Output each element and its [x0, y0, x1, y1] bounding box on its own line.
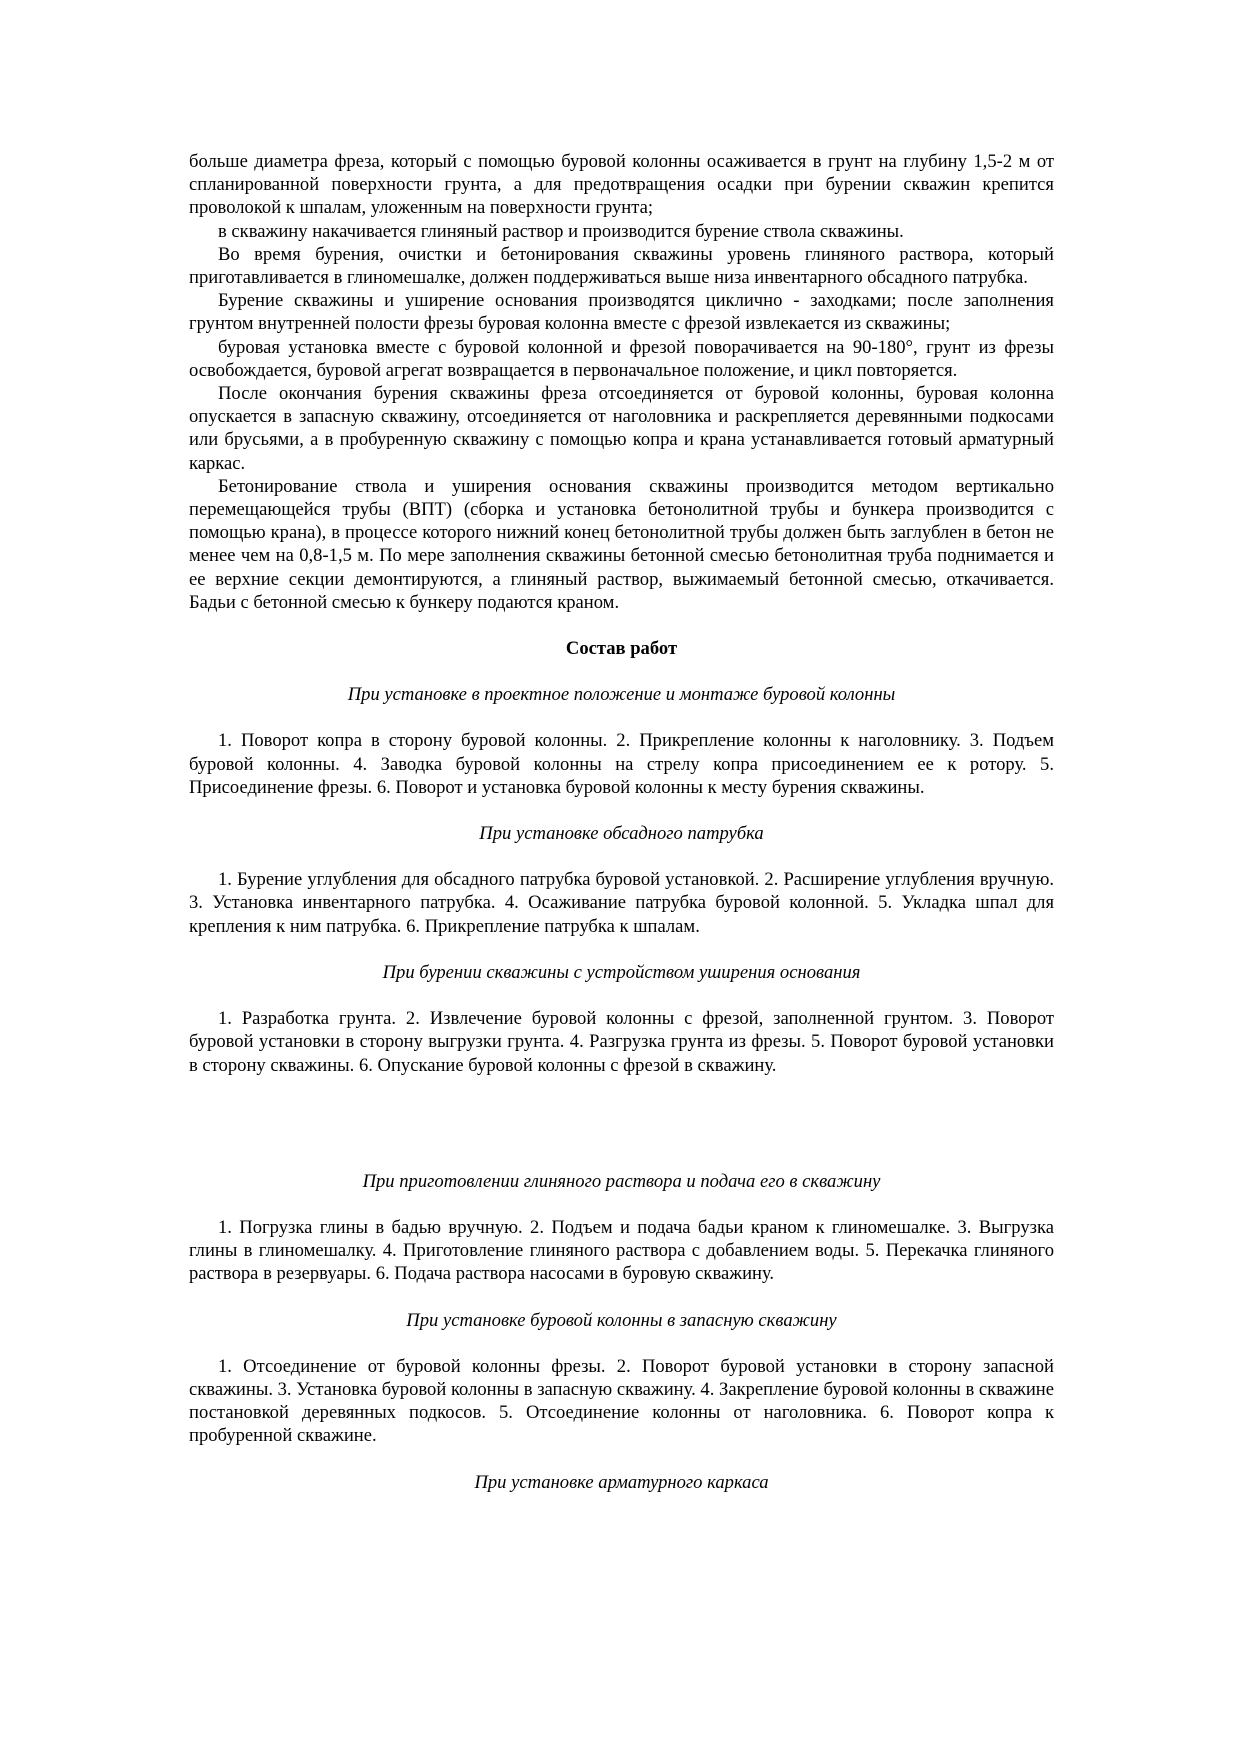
section-title: Состав работ [565, 638, 678, 660]
subsection-heading: При установке обсадного патрубка [479, 823, 764, 845]
subsection-heading: При приготовлении глиняного раствора и подача его в скважину [362, 1170, 881, 1192]
body-paragraph: в скважину накачивается глиняный раствор и производится бурение ствола скважины. [218, 220, 904, 242]
subsection-text: 1. Бурение углубления для обсадного патрубка буровой установкой. 2. Расширение углубления вручную. 3. Установка инвентарного патрубка. 4. Осаживание патрубка буровой колонной. 5. Укладка шпал для крепления к ним патрубка. 6. Прикрепление патрубка к шпалам. [189, 869, 1054, 937]
document-page [189, 150, 1054, 1517]
subsection-heading: При установке в проектное положение и монтаже буровой колонны [347, 684, 896, 706]
body-paragraph: Во время бурения, очистки и бетонирования скважины уровень глиняного раствора, который приготавливается в глиномешалке, должен поддерживаться выше низа инвентарного обсадного патрубка. [189, 243, 1054, 289]
body-paragraph: После окончания бурения скважины фреза отсоединяется от буровой колонны, буровая колонна опускается в запасную скважину, отсоединяется от наголовника и раскрепляется деревянными подкосами или брусьями, а в пробуренную скважину с помощью копра и крана устанавливается готовый арматурный каркас. [189, 383, 1054, 474]
subsection-heading: При установке буровой колонны в запасную скважину [406, 1309, 837, 1331]
body-paragraph: Бурение скважины и уширение основания производятся циклично - заходками; после заполнения грунтом внутренней полости фрезы буровая колонна вместе с фрезой извлекается из скважины; [189, 290, 1054, 335]
subsection-heading: При бурении скважины с устройством уширения основания [382, 961, 861, 983]
subsection-text: 1. Погрузка глины в бадью вручную. 2. Подъем и подача бадьи краном к глиномешалке. 3. Выгрузка глины в глиномешалку. 4. Приготовление глиняного раствора с добавлением воды. 5. Перекачка глиняного раствора в резервуары. 6. Подача раствора насосами в буровую скважину. [189, 1216, 1054, 1285]
subsection-text: 1. Отсоединение от буровой колонны фрезы. 2. Поворот буровой установки в сторону запасной скважины. 3. Установка буровой колонны в запасную скважину. 4. Закрепление буровой колонны в скважине постановкой деревянных подкосов. 5. Отсоединение колонны от наголовника. 6. Поворот копра к пробуренной скважине. [189, 1355, 1054, 1447]
subsection-text: 1. Разработка грунта. 2. Извлечение буровой колонны с фрезой, заполненной грунтом. 3. Поворот буровой установки в сторону выгрузки грунта. 4. Разгрузка грунта из фрезы. 5. Поворот буровой установки в сторону скважины. 6. Опускание буровой колонны с фрезой в скважину. [189, 1008, 1054, 1076]
body-paragraph: буровая установка вместе с буровой колонной и фрезой поворачивается на 90-180°, грунт из фрезы освобождается, буровой агрегат возвращается в первоначальное положение, и цикл повторяется. [189, 336, 1054, 381]
body-paragraph: Бетонирование ствола и уширения основания скважины производится методом вертикально перемещающейся трубы (ВПТ) (сборка и установка бетонолитной трубы и бункера производится с помощью крана), в процессе которого нижний конец бетонолитной трубы должен быть заглублен в бетон не менее чем на 0,8-1,5 м. По мере заполнения скважины бетонной смесью бетонолитная труба поднимается и ее верхние секции демонтируются, а глиняный раствор, выжимаемый бетонной смесью, откачивается. Бадьи с бетонной смесью к бункеру подаются краном. [189, 475, 1054, 613]
subsection-heading: При установке арматурного каркаса [474, 1471, 769, 1493]
subsection-text: 1. Поворот копра в сторону буровой колонны. 2. Прикрепление колонны к наголовнику. 3. Подъем буровой колонны. 4. Заводка буровой колонны на стрелу копра присоединением ее к ротору. 5. Присоединение фрезы. 6. Поворот и установка буровой колонны к месту бурения скважины. [189, 730, 1054, 798]
body-paragraph: больше диаметра фреза, который с помощью буровой колонны осаживается в грунт на глубину 1,5-2 м от спланированной поверхности грунта, а для предотвращения осадки при бурении скважин крепится проволокой к шпалам, уложенным на поверхности грунта; [189, 151, 1054, 219]
